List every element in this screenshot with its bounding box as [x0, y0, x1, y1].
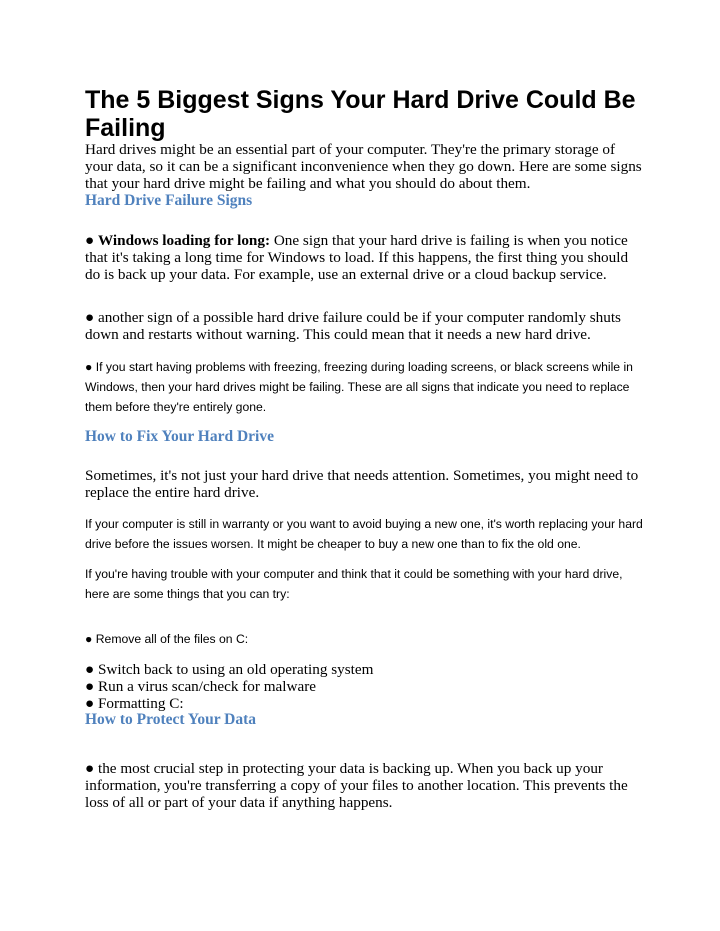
section-heading-fix: How to Fix Your Hard Drive: [85, 428, 274, 445]
intro-paragraph: Hard drives might be an essential part of your computer. They're the primary storage of your data, so it can be a significant inconvenience when they go down. Here are some signs that your hard drive might be failing and what you should do about them.: [85, 141, 642, 192]
fix-list-item: ● Switch back to using an old operating system: [85, 661, 374, 678]
fix-list-item: ● Run a virus scan/check for malware: [85, 678, 316, 695]
section-heading-protect: How to Protect Your Data: [85, 711, 257, 728]
page-title: The 5 Biggest Signs Your Hard Drive Could Be Failing: [85, 86, 636, 142]
sign-item-windows-loading: [85, 232, 645, 283]
fix-paragraph-1: Sometimes, it's not just your hard drive that needs attention. Sometimes, you might need to replace the entire hard drive.: [85, 467, 639, 501]
section-heading-failure-signs: Hard Drive Failure Signs: [85, 192, 253, 209]
fix-list-item-remove-files: ● Remove all of the files on C:: [85, 632, 249, 646]
sign-item-freezing: ● If you start having problems with freezing, freezing during loading screens, or black screens while in Windows, then your hard drives might be failing. These are all signs that indicate you need to replace them before they're entirely gone.: [85, 360, 633, 414]
sign-item-label: Windows loading for long:: [97, 232, 271, 249]
fix-paragraph-3: If you're having trouble with your computer and think that it could be something with your hard drive, here are some things that you can try:: [85, 567, 623, 601]
bullet: ●: [85, 232, 98, 249]
sign-item-random-shutdown: ● another sign of a possible hard drive failure could be if your computer randomly shuts down and restarts without warning. This could mean that it needs a new hard drive.: [85, 309, 621, 343]
protect-paragraph-1: ● the most crucial step in protecting your data is backing up. When you back up your information, you're transferring a copy of your files to another location. This prevents the loss of all or part of your data if anything happens.: [85, 760, 628, 811]
fix-paragraph-2: If your computer is still in warranty or you want to avoid buying a new one, it's worth replacing your hard drive before the issues worsen. It might be cheaper to buy a new one than to fix the old one.: [85, 517, 643, 551]
fix-list-item: ● Formatting C:: [85, 695, 184, 712]
sign-item-text: One sign that your hard drive is failing is when you notice that it's taking a long time for Windows to load. If this happens, the first thing you should do is back up your data. For example, use an external drive or a cloud backup service.: [85, 232, 629, 283]
